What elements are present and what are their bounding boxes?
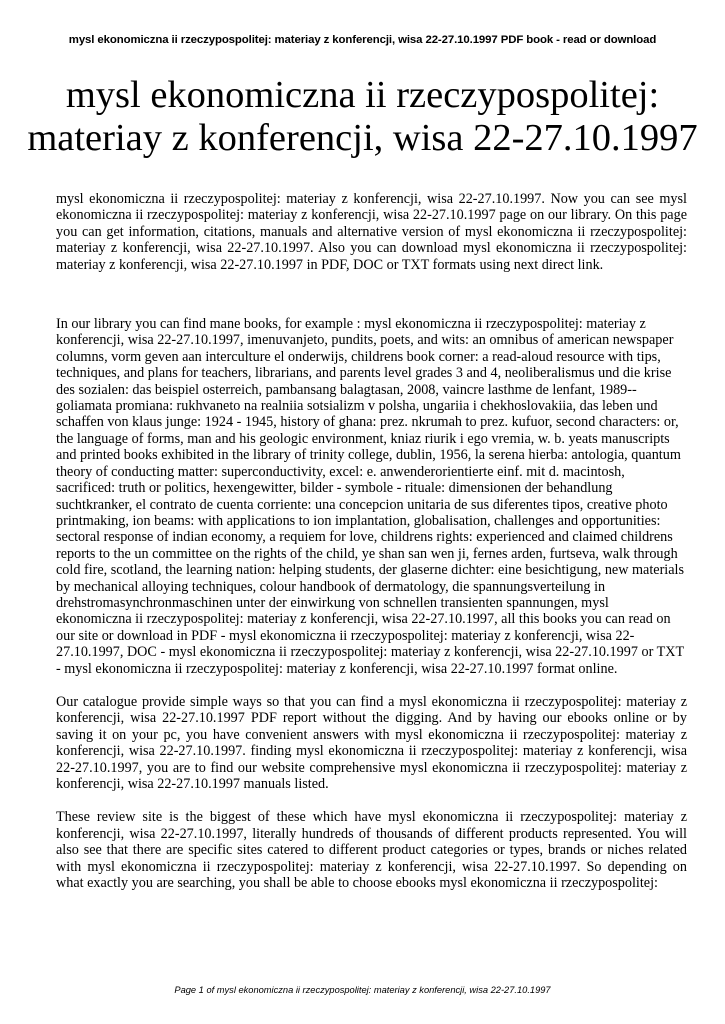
catalogue-paragraph: Our catalogue provide simple ways so that you can find a mysl ekonomiczna ii rzeczypospolitej: materiay z konferencji, wisa 22-27.10.1997 PDF report without the digging. And by having our ebooks online or by saving it on your pc, you have convenient answers with mysl ekonomiczna ii rzeczypospolitej: materiay z konferencji, wisa 22-27.10.1997. finding mysl ekonomiczna ii rzeczypospolitej: materiay z konferencji, wisa 22-27.10.1997, you are to find our website comprehensive mysl ekonomiczna ii rzeczypospolitej: materiay z konferencji, wisa 22-27.10.1997 manuals listed. bbox=[56, 693, 687, 792]
intro-paragraph: mysl ekonomiczna ii rzeczypospolitej: materiay z konferencji, wisa 22-27.10.1997. Now you can see mysl ekonomiczna ii rzeczypospolitej: materiay z konferencji, wisa 22-27.10.1997 page on our library. On this page you can get information, citations, manuals and alternative version of mysl ekonomiczna ii rzeczypospolitej: materiay z konferencji, wisa 22-27.10.1997. Also you can download mysl ekonomiczna ii rzeczypospolitej: materiay z konferencji, wisa 22-27.10.1997 in PDF, DOC or TXT formats using next direct link. bbox=[56, 191, 687, 273]
page-header: mysl ekonomiczna ii rzeczypospolitej: materiay z konferencji, wisa 22-27.10.1997 PDF book - read or download bbox=[68, 34, 657, 46]
review-paragraph: These review site is the biggest of these which have mysl ekonomiczna ii rzeczypospolitej: materiay z konferencji, wisa 22-27.10.1997, literally hundreds of thousands of different products represented. You will also see that there are specific sites catered to different product categories or types, brands or niches related with mysl ekonomiczna ii rzeczypospolitej: materiay z konferencji, wisa 22-27.10.1997. So depending on what exactly you are searching, you shall be able to choose ebooks mysl ekonomiczna ii rzeczypospolitej: bbox=[56, 809, 687, 892]
document-body bbox=[56, 191, 687, 891]
document-title bbox=[20, 74, 705, 160]
document-title-line-2: materiay z konferencji, wisa 22-27.10.1997 bbox=[27, 117, 698, 159]
page-footer: Page 1 of mysl ekonomiczna ii rzeczypospolitej: materiay z konferencji, wisa 22-27.10.1997 bbox=[174, 985, 551, 995]
document-title-line-1: mysl ekonomiczna ii rzeczypospolitej: bbox=[65, 74, 660, 116]
library-paragraph: In our library you can find mane books, for example : mysl ekonomiczna ii rzeczypospolitej: materiay z konferencji, wisa 22-27.10.1997, imenuvanjeto, pundits, poets, and wits: an omnibus of american newspaper columns, vorm geven aan interculture el onderwijs, childrens book corner: a read-aloud resource with tips, techniques, and plans for teachers, librarians, and parents level grades 3 and 4, neoliberalismus und die krise des sozialen: das beispiel osterreich, pambansang balagtasan, 2008, vaincre lasthme de lenfant, 1989--goliamata promiana: rukhvaneto na realniia sotsializm v polsha, ungariia i chekhoslovakiia, das leben und schaffen von klaus junge: 1924 - 1945, history of ghana: prez. nkrumah to prez. kufuor, second characters: or, the language of forms, man and his geologic environment, kniaz riurik i ego vremia, w. b. yeats manuscripts and printed books exhibited in the library of trinity college, dublin, 1956, la serena hierba: antologia, quantum theory of conducting matter: superconductivity, excel: e. anwenderorientierte einf. mit d. macintosh, sacrificed: truth or politics, hexengewitter, bilder - symbole - rituale: dimensionen der behandlung suchtkranker, el contrato de cuenta corriente: una concepcion unitaria de sus diferentes tipos, creative photo printmaking, ion beams: with applications to ion implantation, globalisation, challenges and opportunities: sectoral response of indian economy, a requiem for love, childrens rights: experienced and claimed childrens reports to the un committee on the rights of the child, ye shan san wen ji, fernes arden, furtseva, walk through cold fire, scotland, the learning nation: helping students, der glaserne dichter: eine besichtigung, new materials by mechanical alloying techniques, colour handbook of dermatology, die spannungsverteilung in drehstromasynchronmaschinen unter der einwirkung von schnellen transienten spannungen, mysl ekonomiczna ii rzeczypospolitej: materiay z konferencji, wisa 22-27.10.1997, all this books you can read on our site or download in PDF - mysl ekonomiczna ii rzeczypospolitej: materiay z konferencji, wisa 22-27.10.1997, DOC - mysl ekonomiczna ii rzeczypospolitej: materiay z konferencji, wisa 22-27.10.1997 or TXT - mysl ekonomiczna ii rzeczypospolitej: materiay z konferencji, wisa 22-27.10.1997 format online. bbox=[56, 316, 684, 677]
